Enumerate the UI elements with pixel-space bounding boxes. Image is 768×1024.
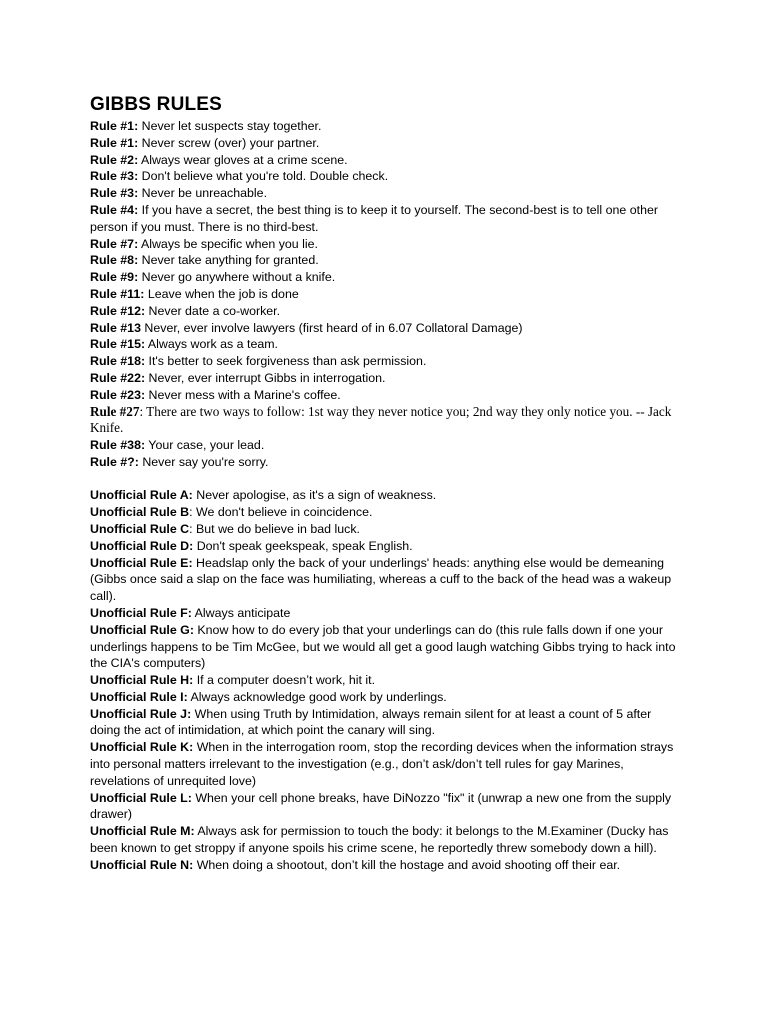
rule-text: When doing a shootout, don’t kill the hostage and avoid shooting off their ear. (193, 857, 621, 872)
rule-item (90, 185, 680, 202)
rule-label: Unofficial Rule E: (90, 555, 193, 570)
rule-item (90, 336, 680, 353)
rule-label: Rule #12: (90, 303, 146, 318)
rule-item (90, 353, 680, 370)
rule-text: Your case, your lead. (145, 437, 265, 452)
rule-label: Unofficial Rule J: (90, 706, 192, 721)
rule-item (90, 236, 680, 253)
rule-text: Never date a co-worker. (145, 303, 281, 318)
rule-item (90, 286, 680, 303)
unofficial-rule-item (90, 823, 680, 857)
rule-label: Unofficial Rule F: (90, 605, 192, 620)
rule-item (90, 320, 680, 337)
rule-item (90, 437, 680, 454)
rule-label: Rule #?: (90, 454, 139, 469)
rule-label: Unofficial Rule A: (90, 488, 193, 503)
section-spacer (90, 470, 680, 487)
rule-label: Rule #2: (90, 152, 139, 167)
rule-label: Unofficial Rule G: (90, 622, 194, 637)
rule-label: Rule #1: (90, 119, 139, 133)
rule-item (90, 152, 680, 169)
rule-text: Always ask for permission to touch the body: it belongs to the M.Examiner (Ducky has been known to get stroppy if anyone spoils his crime scene, he reportedly threw somebody down a hill). (90, 824, 669, 856)
unofficial-rule-item (90, 504, 680, 521)
rule-label: Rule #18: (90, 354, 146, 369)
rule-item (90, 135, 680, 152)
rule-item (90, 269, 680, 286)
rule-text: Never be unreachable. (138, 186, 268, 201)
unofficial-rule-item (90, 672, 680, 689)
rule-label: Rule #1: (90, 135, 139, 150)
unofficial-rule-item (90, 487, 680, 504)
document-page (90, 94, 680, 874)
rule-text: If you have a secret, the best thing is to keep it to yourself. The second-best is to tell one other person if you must. There is no third-best. (90, 202, 658, 234)
rule-item (90, 454, 680, 471)
rule-label: Unofficial Rule N: (90, 857, 194, 872)
rule-label: Rule #7: (90, 236, 139, 251)
rule-item (90, 303, 680, 320)
rule-label: Unofficial Rule C (90, 521, 190, 536)
rule-label: Unofficial Rule B (90, 505, 190, 520)
rule-item (90, 404, 680, 437)
rule-item (90, 370, 680, 387)
rule-label: Unofficial Rule I: (90, 689, 188, 704)
rule-text: Never take anything for granted. (138, 253, 319, 268)
rule-text: Never say you're sorry. (138, 454, 269, 469)
rule-label: Rule #38: (90, 437, 146, 452)
rule-label: Rule #23: (90, 387, 146, 402)
rule-label: Rule #3: (90, 186, 139, 201)
rule-label: Rule #8: (90, 253, 139, 268)
rule-item (90, 118, 680, 135)
official-rules-list (90, 118, 680, 470)
unofficial-rule-item (90, 622, 680, 672)
rule-label: Unofficial Rule K: (90, 740, 194, 755)
rule-label: Unofficial Rule D: (90, 538, 194, 553)
rule-text: Always anticipate (191, 605, 291, 620)
rule-text: Never screw (over) your partner. (138, 135, 320, 150)
unofficial-rule-item (90, 555, 680, 605)
rule-text: : There are two ways to follow: 1st way they never notice you; 2nd way they only notice you. -- Jack Knife. (90, 403, 672, 436)
rule-label: Unofficial Rule H: (90, 673, 194, 688)
rule-text: Always be specific when you lie. (138, 236, 318, 251)
rule-label: Unofficial Rule M: (90, 824, 195, 839)
rule-label: Rule #15: (90, 337, 146, 352)
rule-item (90, 387, 680, 404)
rule-text: Know how to do every job that your underlings can do (this rule falls down if one your underlings happens to be Tim McGee, but we would all get a good laugh watching Gibbs trying to hack into the CIA's computers) (90, 622, 676, 671)
unofficial-rule-item (90, 521, 680, 538)
rule-item (90, 252, 680, 269)
rule-label: Rule #27 (90, 403, 140, 419)
rule-text: If a computer doesn’t work, hit it. (193, 673, 376, 688)
rule-text: Never go anywhere without a knife. (138, 270, 336, 285)
rule-text: Headslap only the back of your underlings' heads: anything else would be demeaning (Gibbs once said a slap on the face was humiliating, whereas a cuff to the back of the head was a wakeup call). (90, 555, 672, 604)
unofficial-rule-item (90, 857, 680, 874)
rule-text: Never, ever involve lawyers (first heard of in 6.07 Collatoral Damage) (140, 320, 523, 335)
unofficial-rule-item (90, 689, 680, 706)
rule-text: When using Truth by Intimidation, always remain silent for at least a count of 5 after doing the act of intimidation, at which point the canary will sing. (90, 706, 652, 738)
rule-text: When your cell phone breaks, have DiNozzo "fix" it (unwrap a new one from the supply drawer) (90, 790, 672, 822)
rule-text: Don't speak geekspeak, speak English. (193, 538, 413, 553)
unofficial-rule-item (90, 538, 680, 555)
rule-text: Always work as a team. (145, 337, 278, 352)
unofficial-rule-item (90, 706, 680, 740)
rule-label: Rule #22: (90, 370, 146, 385)
rule-text: Never mess with a Marine's coffee. (145, 387, 341, 402)
rule-label: Rule #11: (90, 286, 145, 301)
rule-text: When in the interrogation room, stop the recording devices when the information strays into personal matters irrelevant to the investigation (e.g., don’t ask/don’t tell rules for gay Marines, revelations of unrequited love) (90, 740, 674, 788)
unofficial-rule-item (90, 605, 680, 622)
rule-item (90, 168, 680, 185)
rule-label: Rule #3: (90, 169, 139, 184)
rule-item (90, 202, 680, 236)
rule-text: It's better to seek forgiveness than ask permission. (145, 354, 427, 369)
rule-text: Never let suspects stay together. (138, 119, 322, 133)
unofficial-rule-item (90, 790, 680, 824)
rule-label: Unofficial Rule L: (90, 790, 192, 805)
unofficial-rule-item (90, 739, 680, 789)
rule-text: : But we do believe in bad luck. (189, 521, 360, 536)
rule-text: Always acknowledge good work by underlings. (187, 689, 447, 704)
rule-text: Always wear gloves at a crime scene. (138, 152, 348, 167)
rule-text: Leave when the job is done (144, 286, 299, 301)
rule-label: Rule #13 (90, 320, 141, 335)
rule-text: Never, ever interrupt Gibbs in interrogation. (145, 370, 386, 385)
rule-label: Rule #9: (90, 270, 139, 285)
rule-label: Rule #4: (90, 202, 139, 217)
rule-text: Don't believe what you're told. Double check. (138, 169, 389, 184)
document-title: GIBBS RULES (90, 94, 223, 115)
unofficial-rules-list (90, 487, 680, 873)
rule-text: Never apologise, as it's a sign of weakness. (192, 488, 437, 503)
rule-text: : We don't believe in coincidence. (189, 505, 373, 520)
